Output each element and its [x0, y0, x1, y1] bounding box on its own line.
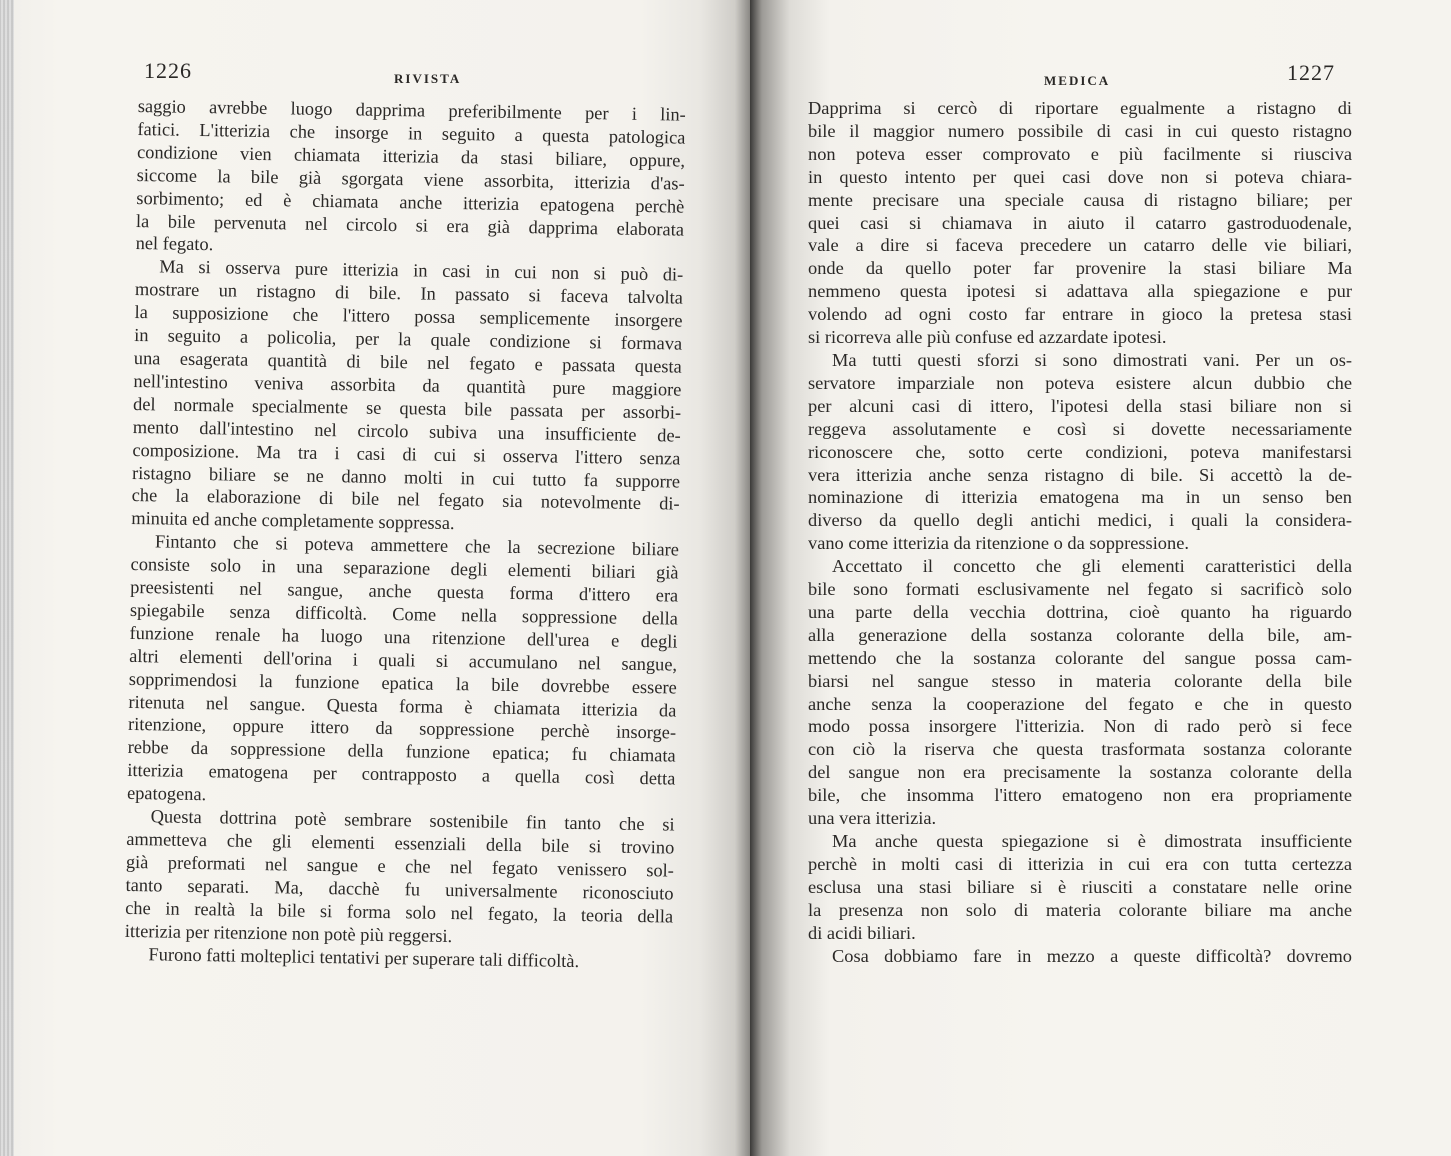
- left-page-body: [124, 95, 686, 974]
- text-line: non poteva esser comprovato e più facilmente si riusciva: [808, 143, 1352, 164]
- text-line: sorbimento; ed è chiamata anche itterizia epatogena perchè: [136, 187, 685, 217]
- text-line: vera itterizia anche senza ristagno di bile. Si accettò la de-: [808, 464, 1352, 485]
- text-line: modo possa insorgere l'itterizia. Non di rado però si fece: [808, 716, 1352, 737]
- text-line: fatici. L'itterizia che insorge in seguito a questa patologica: [137, 118, 686, 148]
- text-line: mostrare un ristagno di bile. In passato si faceva talvolta: [134, 279, 684, 308]
- right-running-head: MEDICA: [1044, 73, 1111, 88]
- text-line: diverso da quello degli antichi medici, i quali la considera-: [808, 510, 1352, 531]
- text-line: del normale specialmente se questa bile passata per assorbi-: [132, 393, 682, 423]
- text-line: bile il maggior numero possibile di casi in cui questo ristagno: [808, 120, 1352, 141]
- text-line: anche senza la cooperazione del fegato e che in questo: [808, 693, 1352, 714]
- text-line: epatogena.: [126, 783, 207, 805]
- text-line: in questo intento per quei casi dove non si poteva chiara-: [808, 166, 1352, 187]
- text-line: funzione renale ha luogo una ritenzione dell'urea e degli: [129, 622, 678, 652]
- text-line: nominazione di itterizia ematogena ma in un senso ben: [808, 487, 1352, 508]
- text-line: del sangue non era precisamente la sostanza colorante della: [808, 762, 1352, 783]
- text-line: Dapprima si cercò di riportare egualmente a ristagno di: [808, 98, 1352, 118]
- text-line: reggeva assolutamente e così si dovette necessariamente: [808, 418, 1352, 439]
- left-running-head: RIVISTA: [394, 71, 462, 86]
- text-line: Cosa dobbiamo fare in mezzo a queste difficoltà? dovremo: [832, 945, 1352, 966]
- text-line: onde da quello poter far provenire la stasi biliare Ma: [808, 258, 1352, 279]
- text-line: bile, che insomma l'ittero ematogeno non era propriamente: [808, 785, 1352, 806]
- text-line: perchè in molti casi di itterizia in cui era con tutta certezza: [808, 853, 1352, 874]
- text-line: ristagno biliare se ne danno molti in cui tutto fa supporre: [131, 462, 681, 492]
- text-line: minuita ed anche completamente soppressa.: [131, 508, 455, 534]
- page-edge: [0, 0, 14, 1156]
- text-line: Fintanto che si poteva ammettere che la secrezione biliare: [154, 531, 680, 560]
- text-line: condizione vien chiamata itterizia da stasi biliare, oppure,: [136, 141, 686, 171]
- text-line: una parte della vecchia dottrina, cioè quanto ha riguardo: [808, 601, 1352, 622]
- text-line: mente precisare una speciale causa di ristagno biliare; per: [808, 189, 1352, 210]
- text-line: una vera itterizia.: [808, 808, 937, 829]
- text-line: con ciò la riserva che questa trasformata sostanza colorante: [808, 739, 1352, 760]
- text-line: la presenza non solo di materia colorante biliare ma anche: [808, 899, 1352, 920]
- right-page-body: [808, 97, 1352, 967]
- text-line: biarsi nel sangue stesso in materia colorante della bile: [808, 670, 1352, 691]
- left-page-number: 1226: [144, 58, 192, 83]
- text-line: tanto separati. Ma, dacchè fu universalmente riconosciuto: [125, 874, 674, 904]
- text-line: preesistenti nel sangue, anche questa forma d'ittero era: [130, 576, 679, 606]
- text-line: riconoscere che, sotto certe condizioni, poteva manifestarsi: [808, 441, 1352, 462]
- text-line: nell'intestino veniva assorbita da quantità pure maggiore: [133, 370, 682, 400]
- right-page-number: 1227: [1287, 60, 1335, 85]
- text-line: la supposizione che l'ittero possa semplicemente insorgere: [134, 302, 683, 331]
- text-line: già preformati nel sangue e che nel fegato venissero sol-: [125, 851, 675, 881]
- text-line: una esagerata quantità di bile nel fegato e passata questa: [133, 347, 682, 377]
- text-line: che in realtà la bile si forma solo nel fegato, la teoria della: [125, 897, 674, 927]
- text-line: servatore imparziale non poteva esistere alcun dubbio che: [808, 372, 1352, 393]
- text-line: altri elementi dell'orina i quali si accumulano nel sangue,: [129, 645, 678, 675]
- text-line: nemmeno questa ipotesi si adattava alla spiegazione e pur: [808, 281, 1352, 302]
- text-line: di acidi biliari.: [808, 922, 916, 943]
- text-line: bile sono formati esclusivamente nel fegato si sacrificò solo: [808, 579, 1352, 600]
- text-line: siccome la bile già sgorgata viene assorbita, itterizia d'as-: [136, 164, 685, 194]
- text-line: volendo ad ogni costo far entrare in gioco la pretesa stasi: [808, 304, 1352, 325]
- text-line: Questa dottrina potè sembrare sostenibile fin tanto che si: [150, 806, 675, 835]
- text-line: mento dall'intestino nel circolo subiva una insufficiente de-: [132, 416, 681, 446]
- text-line: Accettato il concetto che gli elementi caratteristici della: [832, 556, 1352, 577]
- text-line: sopprimendosi la funzione epatica la bile dovrebbe essere: [128, 668, 677, 698]
- text-line: esclusa una stasi biliare si è riusciti a constatare nelle orine: [808, 876, 1352, 897]
- text-line: ammetteva che gli elementi essenziali della bile si trovino: [126, 828, 675, 858]
- text-line: alla generazione della sostanza colorante della bile, am-: [808, 624, 1352, 645]
- text-line: spiegabile senza difficoltà. Come nella soppressione della: [129, 599, 679, 629]
- text-line: che la elaborazione di bile nel fegato sia notevolmente di-: [131, 485, 680, 514]
- text-line: la bile pervenuta nel circolo si era già dapprima elaborata: [135, 210, 685, 240]
- text-line: composizione. Ma tra i casi di cui si osserva l'ittero senza: [132, 439, 681, 469]
- text-line: vano come itterizia da ritenzione o da soppressione.: [808, 533, 1189, 554]
- text-line: saggio avrebbe luogo dapprima preferibilmente per i lin-: [137, 95, 686, 125]
- text-line: nel fegato.: [135, 233, 214, 255]
- text-line: ritenzione, oppure ittero da soppressione perchè insorge-: [127, 714, 677, 743]
- text-line: per alcuni casi di ittero, l'ipotesi della stasi biliare non si: [808, 395, 1352, 416]
- text-line: itterizia per ritenzione non potè più reggersi.: [124, 920, 453, 946]
- text-line: Ma tutti questi sforzi si sono dimostrati vani. Per un os-: [832, 349, 1352, 370]
- text-line: itterizia ematogena per contrapposto a quella così detta: [127, 760, 676, 789]
- text-line: si ricorreva alle più confuse ed azzardate ipotesi.: [808, 327, 1167, 348]
- text-line: mettendo che la sostanza colorante del sangue possa cam-: [808, 647, 1352, 668]
- text-line: Ma si osserva pure itterizia in casi in cui non si può di-: [159, 256, 684, 285]
- text-line: Furono fatti molteplici tentativi per superare tali difficoltà.: [148, 943, 580, 971]
- text-line: in seguito a policolia, per la quale condizione si formava: [134, 325, 683, 354]
- text-line: rebbe da soppressione della funzione epatica; fu chiamata: [127, 737, 676, 766]
- text-line: consiste solo in una separazione degli elementi biliari già: [130, 554, 679, 583]
- text-line: ritenuta nel sangue. Questa forma è chiamata itterizia da: [128, 691, 677, 721]
- text-line: vale a dire si faceva precedere un catarro delle vie biliari,: [808, 235, 1352, 256]
- text-line: quei casi si chiamava in aiuto il catarro gastroduodenale,: [808, 212, 1352, 233]
- text-line: Ma anche questa spiegazione si è dimostrata insufficiente: [832, 831, 1352, 851]
